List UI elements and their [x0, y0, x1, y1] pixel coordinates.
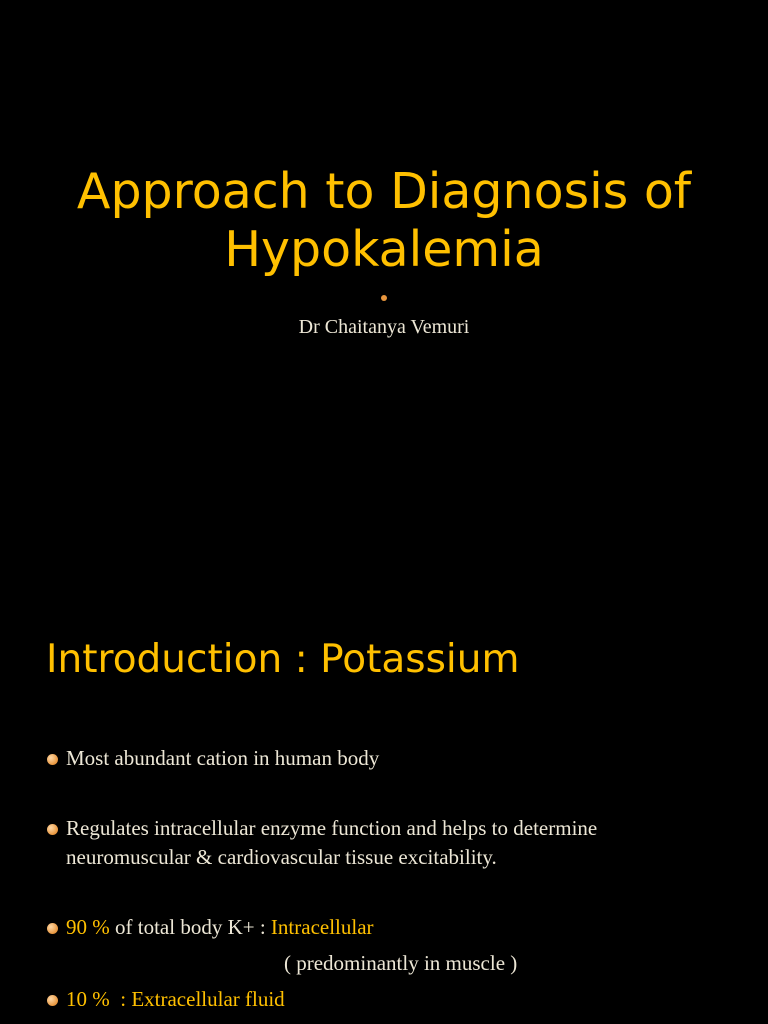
divider-dot — [381, 295, 387, 301]
slide-heading: Introduction : Potassium — [46, 637, 520, 682]
bullet-item — [46, 814, 746, 872]
bullet-text: Most abundant cation in human body — [66, 746, 380, 770]
title-divider — [120, 288, 648, 308]
bullet-list — [46, 744, 746, 1014]
bullet-dot-icon — [47, 923, 58, 934]
bullet-percent: 90 % — [66, 915, 110, 939]
bullet-text-line-2: neuromuscular & cardiovascular tissue excitability. — [66, 845, 497, 869]
bullet-dot-icon — [47, 995, 58, 1006]
bullet-item — [46, 744, 746, 773]
bullet-item — [46, 913, 746, 978]
slide-title — [40, 163, 728, 279]
author-subtitle: Dr Chaitanya Vemuri — [298, 316, 470, 338]
title-line-2: Hypokalemia — [224, 221, 544, 278]
bullet-dot-icon — [47, 824, 58, 835]
title-line-1: Approach to Diagnosis of — [76, 163, 692, 220]
bullet-dot-icon — [47, 754, 58, 765]
bullet-note: ( predominantly in muscle ) — [284, 951, 518, 975]
bullet-text: 10 % : Extracellular fluid — [66, 987, 285, 1011]
bullet-text: of total body K+ : — [109, 915, 271, 939]
content-slide — [0, 576, 768, 1024]
bullet-text-line-1: Regulates intracellular enzyme function and helps to determine — [66, 816, 598, 840]
bullet-location: Intracellular — [270, 915, 374, 939]
bullet-item — [46, 985, 746, 1014]
